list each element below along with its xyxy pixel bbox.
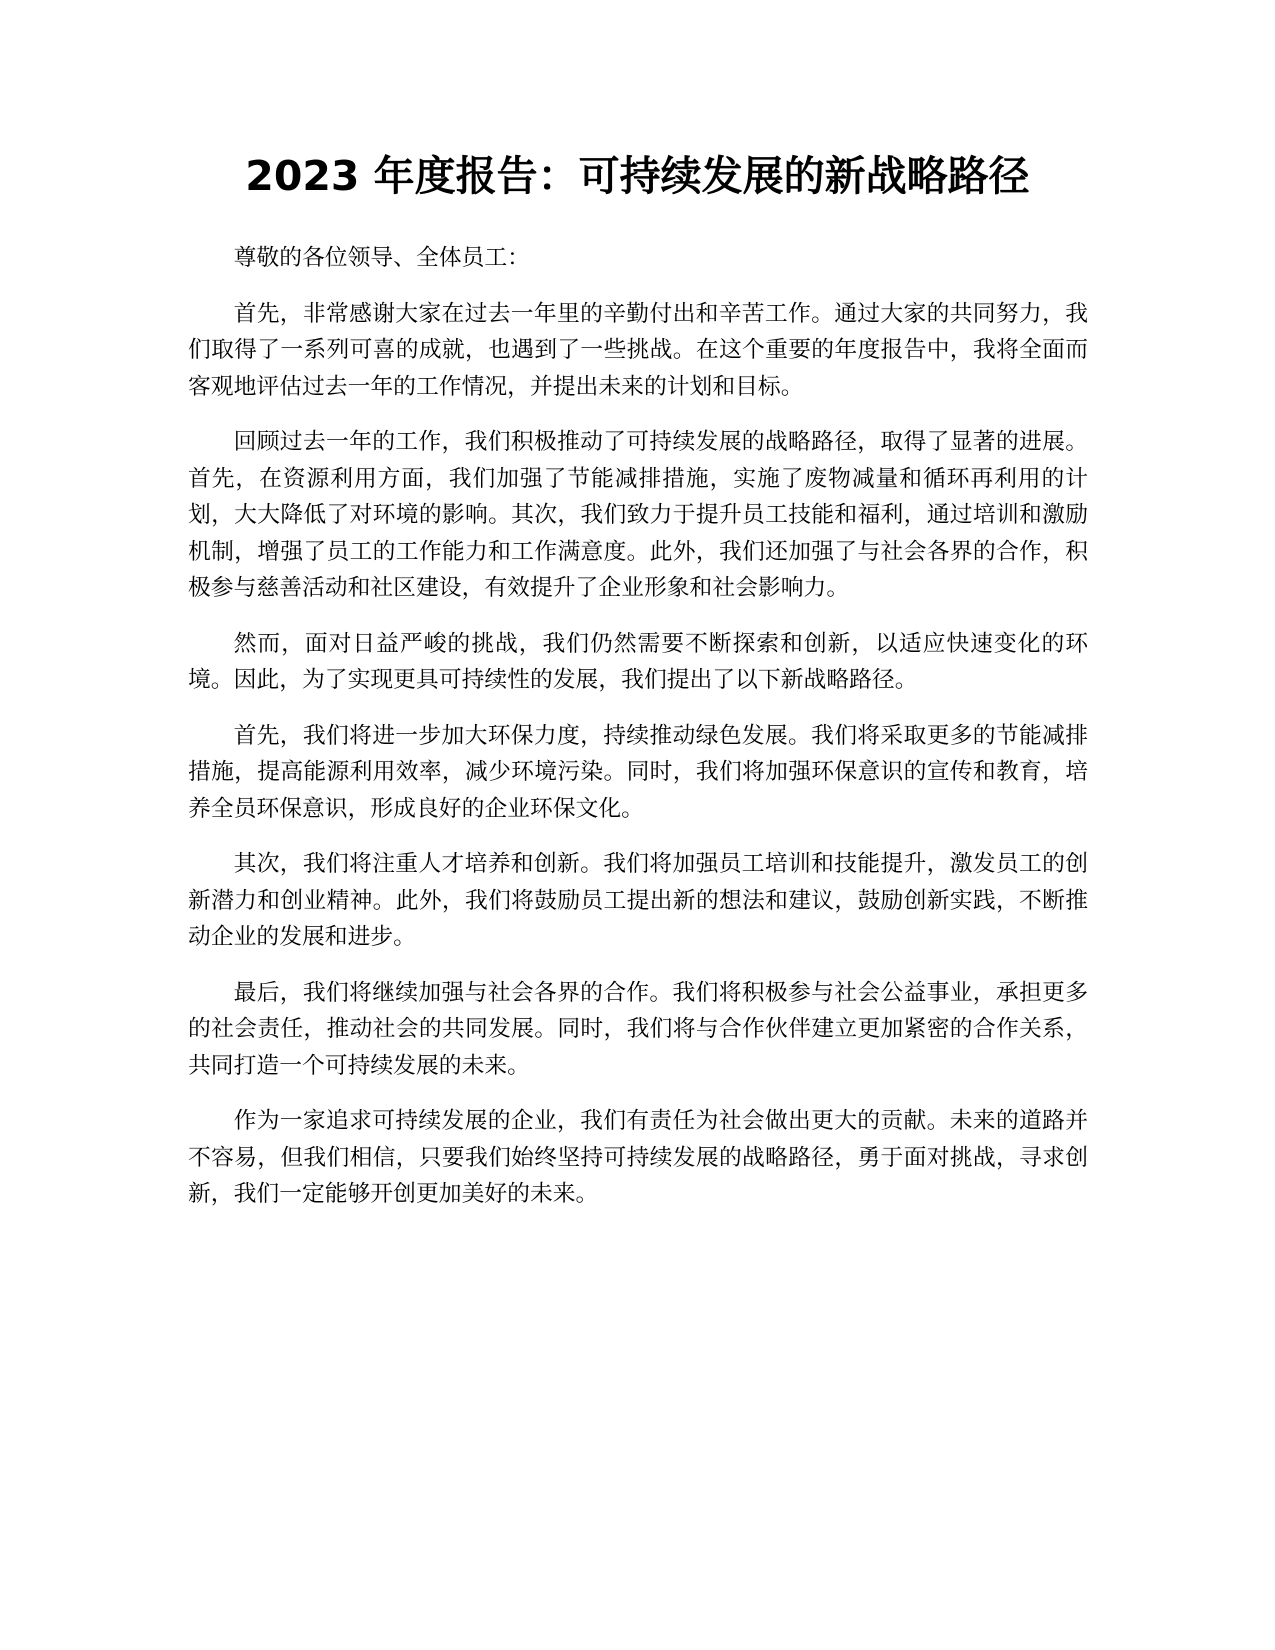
document-body [188, 240, 1088, 1232]
paragraph-conclusion: 作为一家追求可持续发展的企业，我们有责任为社会做出更大的贡献。未来的道路并不容易，但我们相信，只要我们始终坚持可持续发展的战略路径，勇于面对挑战，寻求创新，我们一定能够开创更加美好的未来。 [188, 1108, 1088, 1207]
paragraph-intro: 首先，非常感谢大家在过去一年里的辛勤付出和辛苦工作。通过大家的共同努力，我们取得了一系列可喜的成就，也遇到了一些挑战。在这个重要的年度报告中，我将全面而客观地评估过去一年的工作情况，并提出未来的计划和目标。 [188, 300, 1088, 400]
paragraph-review: 回顾过去一年的工作，我们积极推动了可持续发展的战略路径，取得了显著的进展。首先，在资源利用方面，我们加强了节能减排措施，实施了废物减量和循环再利用的计划，大大降低了对环境的影响。其次，我们致力于提升员工技能和福利，通过培训和激励机制，增强了员工的工作能力和工作满意度。此外，我们还加强了与社会各界的合作，积极参与慈善活动和社区建设，有效提升了企业形象和社会影响力。 [188, 429, 1088, 601]
salutation: 尊敬的各位领导、全体员工： [233, 245, 530, 271]
paragraph-cooperation: 最后，我们将继续加强与社会各界的合作。我们将积极参与社会公益事业，承担更多的社会责任，推动社会的共同发展。同时，我们将与合作伙伴建立更加紧密的合作关系，共同打造一个可持续发展的未来。 [188, 979, 1088, 1079]
paragraph-challenges: 然而，面对日益严峻的挑战，我们仍然需要不断探索和创新，以适应快速变化的环境。因此，为了实现更具可持续性的发展，我们提出了以下新战略路径。 [188, 630, 1088, 693]
document-title: 2023 年度报告：可持续发展的新战略路径 [245, 152, 1030, 200]
paragraph-environment: 首先，我们将进一步加大环保力度，持续推动绿色发展。我们将采取更多的节能减排措施，提高能源利用效率，减少环境污染。同时，我们将加强环保意识的宣传和教育，培养全员环保意识，形成良好的企业环保文化。 [188, 722, 1088, 822]
paragraph-talent: 其次，我们将注重人才培养和创新。我们将加强员工培训和技能提升，激发员工的创新潜力和创业精神。此外，我们将鼓励员工提出新的想法和建议，鼓励创新实践，不断推动企业的发展和进步。 [188, 851, 1088, 950]
